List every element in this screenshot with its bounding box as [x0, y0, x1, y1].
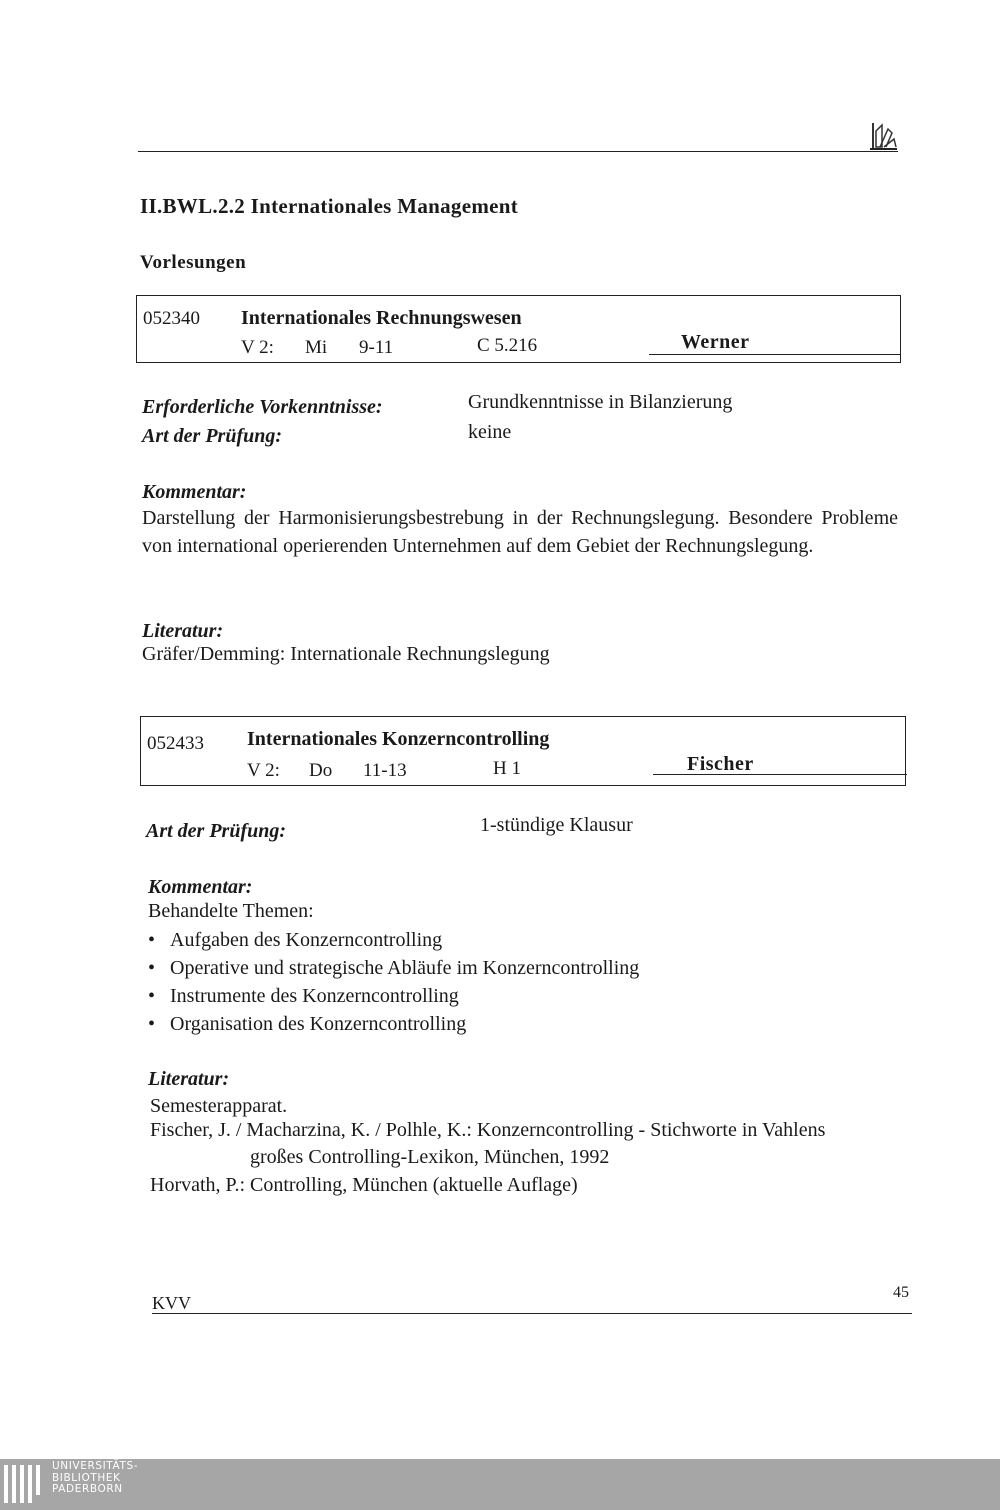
- literature-item: Horvath, P.: Controlling, München (aktuelle Auflage): [150, 1174, 578, 1196]
- course-day: Mi: [305, 337, 328, 358]
- list-item: [148, 926, 888, 954]
- bullet-icon: •: [148, 985, 156, 1007]
- course-room: C 5.216: [477, 335, 538, 356]
- prerequisites-label: Erforderliche Vorkenntnisse:: [142, 396, 383, 418]
- topic-text: Aufgaben des Konzerncontrolling: [170, 929, 443, 951]
- header-rule: [138, 151, 898, 152]
- exam-label: Art der Prüfung:: [142, 425, 283, 447]
- course-lecturer: Werner: [681, 331, 750, 353]
- exam-label: Art der Prüfung:: [146, 820, 287, 842]
- bullet-icon: •: [148, 929, 156, 951]
- literature-item: Gräfer/Demming: Internationale Rechnungslegung: [142, 643, 550, 665]
- exam-value: keine: [468, 421, 512, 443]
- course-title: Internationales Konzerncontrolling: [247, 728, 550, 750]
- literature-label: Literatur:: [148, 1068, 230, 1090]
- topic-text: Instrumente des Konzerncontrolling: [170, 985, 459, 1007]
- list-item: [148, 1010, 888, 1038]
- comment-label: Kommentar:: [148, 876, 253, 898]
- comment-intro: Behandelte Themen:: [148, 900, 314, 922]
- course-lecturer: Fischer: [687, 753, 754, 775]
- course-box-052433: [140, 716, 906, 786]
- library-name-line1: UNIVERSITÄTS-: [52, 1460, 139, 1472]
- university-logo-icon: [868, 117, 898, 151]
- topic-text: Operative und strategische Abläufe im Konzerncontrolling: [170, 957, 640, 979]
- literature-item: Semesterapparat.: [150, 1095, 288, 1117]
- literature-label: Literatur:: [142, 620, 224, 642]
- library-name-line3: PADERBORN: [52, 1483, 123, 1495]
- library-name: [52, 1461, 138, 1496]
- comment-text: Darstellung der Harmonisierungsbestrebung in der Rechnungslegung. Besondere Probleme von international operierenden Unternehmen auf dem Gebiet der Rechnungslegung.: [142, 507, 898, 557]
- literature-item: Fischer, J. / Macharzina, K. / Polhle, K.: Konzerncontrolling - Stichworte in Vahlens: [150, 1119, 826, 1141]
- topic-text: Organisation des Konzerncontrolling: [170, 1013, 467, 1035]
- footer-label: KVV: [152, 1293, 191, 1313]
- course-day: Do: [309, 760, 333, 781]
- comment-label: Kommentar:: [142, 481, 247, 503]
- library-barcode-icon: [4, 1465, 44, 1503]
- exam-value: 1-stündige Klausur: [480, 814, 633, 836]
- footer-rule: [152, 1313, 912, 1314]
- course-room: H 1: [493, 758, 521, 779]
- prerequisites-value: Grundkenntnisse in Bilanzierung: [468, 391, 733, 413]
- page-number: 45: [893, 1284, 909, 1301]
- course-inner-rule: [649, 354, 901, 355]
- course-type: V 2:: [241, 337, 274, 358]
- topic-list: [148, 926, 888, 1038]
- course-inner-rule: [653, 774, 907, 775]
- section-title: II.BWL.2.2 Internationales Management: [140, 194, 519, 218]
- list-item: [148, 982, 888, 1010]
- list-item: [148, 954, 888, 982]
- bullet-icon: •: [148, 957, 156, 979]
- subsection-title: Vorlesungen: [140, 252, 247, 273]
- library-banner: [0, 1459, 1000, 1510]
- course-time: 11-13: [363, 760, 407, 781]
- course-time: 9-11: [359, 337, 394, 358]
- course-type: V 2:: [247, 760, 280, 781]
- course-number: 052433: [147, 733, 204, 754]
- course-box-052340: [136, 295, 901, 363]
- literature-item-continuation: großes Controlling-Lexikon, München, 1992: [250, 1146, 610, 1168]
- library-name-line2: BIBLIOTHEK: [52, 1471, 121, 1484]
- course-number: 052340: [143, 308, 200, 329]
- bullet-icon: •: [148, 1013, 156, 1035]
- course-title: Internationales Rechnungswesen: [241, 307, 522, 329]
